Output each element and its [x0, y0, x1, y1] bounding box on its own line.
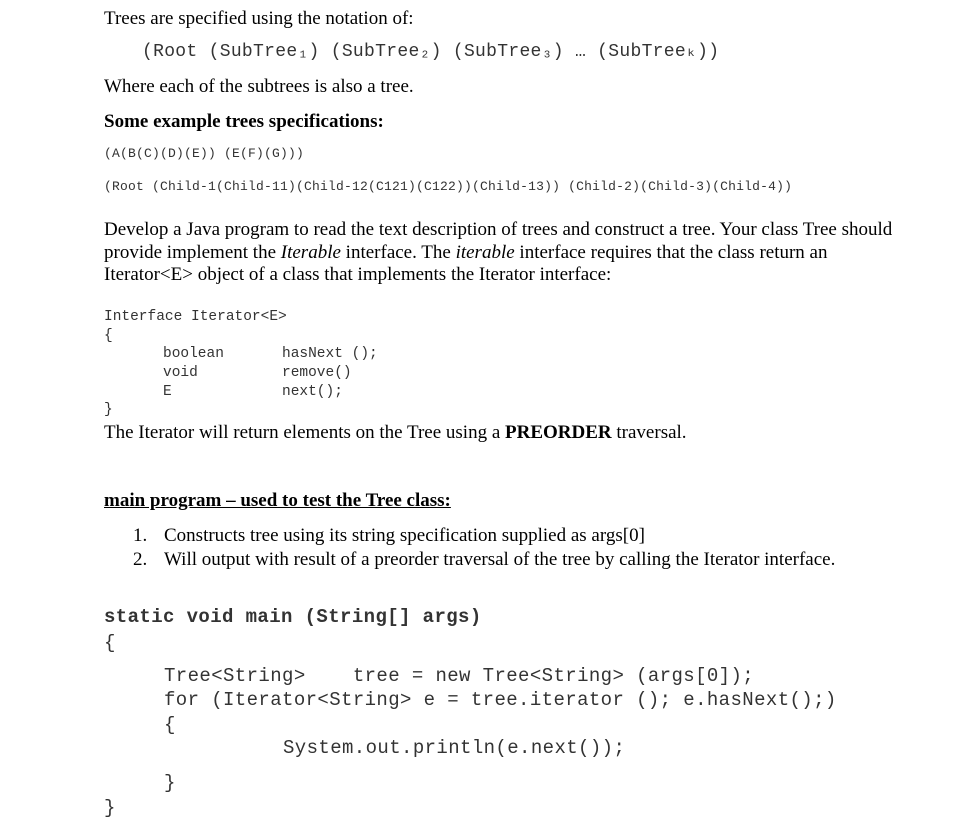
list-item: Will output with result of a preorder traversal of the tree by calling the Iterator interface.	[164, 549, 836, 570]
example-tree-1: (A(B(C)(D)(E)) (E(F)(G)))	[104, 146, 305, 161]
list-item: Constructs tree using its string specification supplied as args[0]	[164, 525, 645, 546]
description-paragraph	[104, 219, 894, 287]
method-signature: next();	[282, 384, 343, 400]
interface-close-brace: }	[104, 402, 113, 418]
examples-heading: Some example trees specifications:	[104, 111, 384, 132]
example-tree-2: (Root (Child-1(Child-11)(Child-12(C121)(C122))(Child-13)) (Child-2)(Child-3)(Child-4))	[104, 179, 793, 194]
method-signature: hasNext ();	[282, 346, 378, 362]
for-open-brace: {	[164, 714, 176, 736]
main-close-brace: }	[104, 797, 116, 819]
iterable-term: Iterable	[280, 241, 341, 263]
list-number: 1.	[133, 525, 148, 546]
main-program-heading: main program – used to test the Tree class:	[104, 490, 451, 511]
code-line-for: for (Iterator<String> e = tree.iterator (); e.hasNext();)	[164, 689, 837, 711]
description-text-2: interface. The	[340, 241, 456, 263]
method-signature: remove()	[282, 365, 352, 381]
list-number: 2.	[133, 549, 148, 570]
description-text-3: interface requires that the class return an Iterator<E> object of a class that implements the Iterator interface:	[104, 241, 828, 285]
main-open-brace: {	[104, 632, 116, 654]
iterator-note	[104, 422, 687, 444]
main-signature: static void main (String[] args)	[104, 606, 482, 628]
iterable-term-2: iterable	[455, 241, 515, 263]
iterator-note-text: The Iterator will return elements on the Tree using a	[104, 422, 506, 443]
intro-line: Trees are specified using the notation of:	[104, 8, 414, 29]
for-close-brace: }	[164, 772, 176, 794]
interface-header: Interface Iterator<E>	[104, 309, 287, 325]
interface-open-brace: {	[104, 328, 113, 344]
method-return-type: E	[163, 384, 172, 400]
notation-line: (Root (SubTree₁) (SubTree₂) (SubTree₃) … (SubTreeₖ))	[142, 42, 720, 62]
method-return-type: boolean	[163, 346, 224, 362]
description-text-1: Develop a Java program to read the text description of trees and construct a tree. Your class Tree should provide implement the	[104, 219, 893, 263]
code-line-tree: Tree<String> tree = new Tree<String> (args[0]);	[164, 665, 755, 687]
preorder-term: PREORDER	[505, 422, 612, 443]
intro-line-2: Where each of the subtrees is also a tree.	[104, 76, 414, 97]
method-return-type: void	[163, 365, 198, 381]
iterator-note-text-2: traversal.	[611, 422, 687, 443]
code-line-println: System.out.println(e.next());	[283, 737, 626, 759]
